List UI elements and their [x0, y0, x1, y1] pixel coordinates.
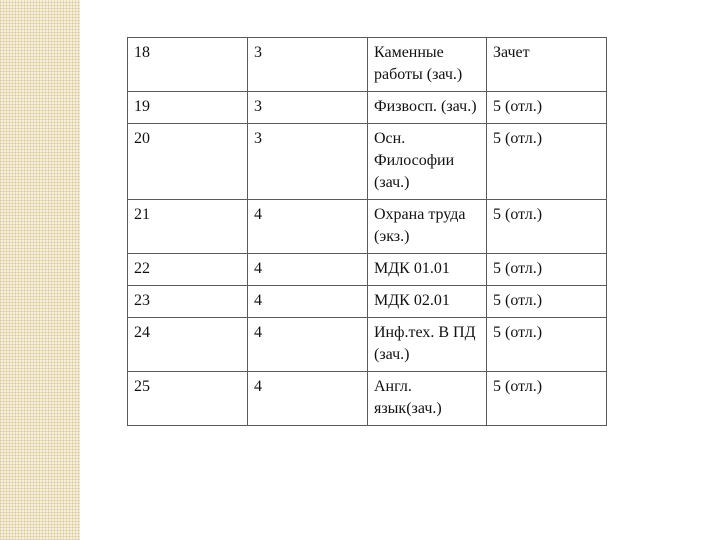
subject-cell: Осн. Философии (зач.) [368, 124, 487, 200]
grade-cell: 5 (отл.) [487, 286, 607, 318]
table-row [128, 286, 607, 318]
row-number: 22 [128, 254, 248, 286]
course-number: 3 [248, 38, 368, 92]
course-number: 4 [248, 286, 368, 318]
subject-cell: Охрана труда (экз.) [368, 200, 487, 254]
subject-cell: Физвосп. (зач.) [368, 92, 487, 124]
course-number: 4 [248, 200, 368, 254]
grade-cell: Зачет [487, 38, 607, 92]
course-number: 3 [248, 92, 368, 124]
subject-cell: Англ. язык(зач.) [368, 372, 487, 426]
row-number: 24 [128, 318, 248, 372]
grade-cell: 5 (отл.) [487, 124, 607, 200]
row-number: 20 [128, 124, 248, 200]
table-row [128, 124, 607, 200]
table-row [128, 38, 607, 92]
decorative-side-strip [0, 0, 80, 540]
table-row [128, 92, 607, 124]
table-row [128, 318, 607, 372]
row-number: 25 [128, 372, 248, 426]
grade-cell: 5 (отл.) [487, 92, 607, 124]
course-number: 3 [248, 124, 368, 200]
subject-cell: МДК 02.01 [368, 286, 487, 318]
grades-table [127, 37, 607, 426]
grade-cell: 5 (отл.) [487, 318, 607, 372]
subject-cell: МДК 01.01 [368, 254, 487, 286]
course-number: 4 [248, 372, 368, 426]
table-row [128, 254, 607, 286]
grade-cell: 5 (отл.) [487, 200, 607, 254]
subject-cell: Инф.тех. В ПД (зач.) [368, 318, 487, 372]
table-row [128, 200, 607, 254]
grade-cell: 5 (отл.) [487, 372, 607, 426]
grade-cell: 5 (отл.) [487, 254, 607, 286]
row-number: 18 [128, 38, 248, 92]
row-number: 23 [128, 286, 248, 318]
course-number: 4 [248, 254, 368, 286]
subject-cell: Каменные работы (зач.) [368, 38, 487, 92]
table-row [128, 372, 607, 426]
row-number: 19 [128, 92, 248, 124]
row-number: 21 [128, 200, 248, 254]
course-number: 4 [248, 318, 368, 372]
